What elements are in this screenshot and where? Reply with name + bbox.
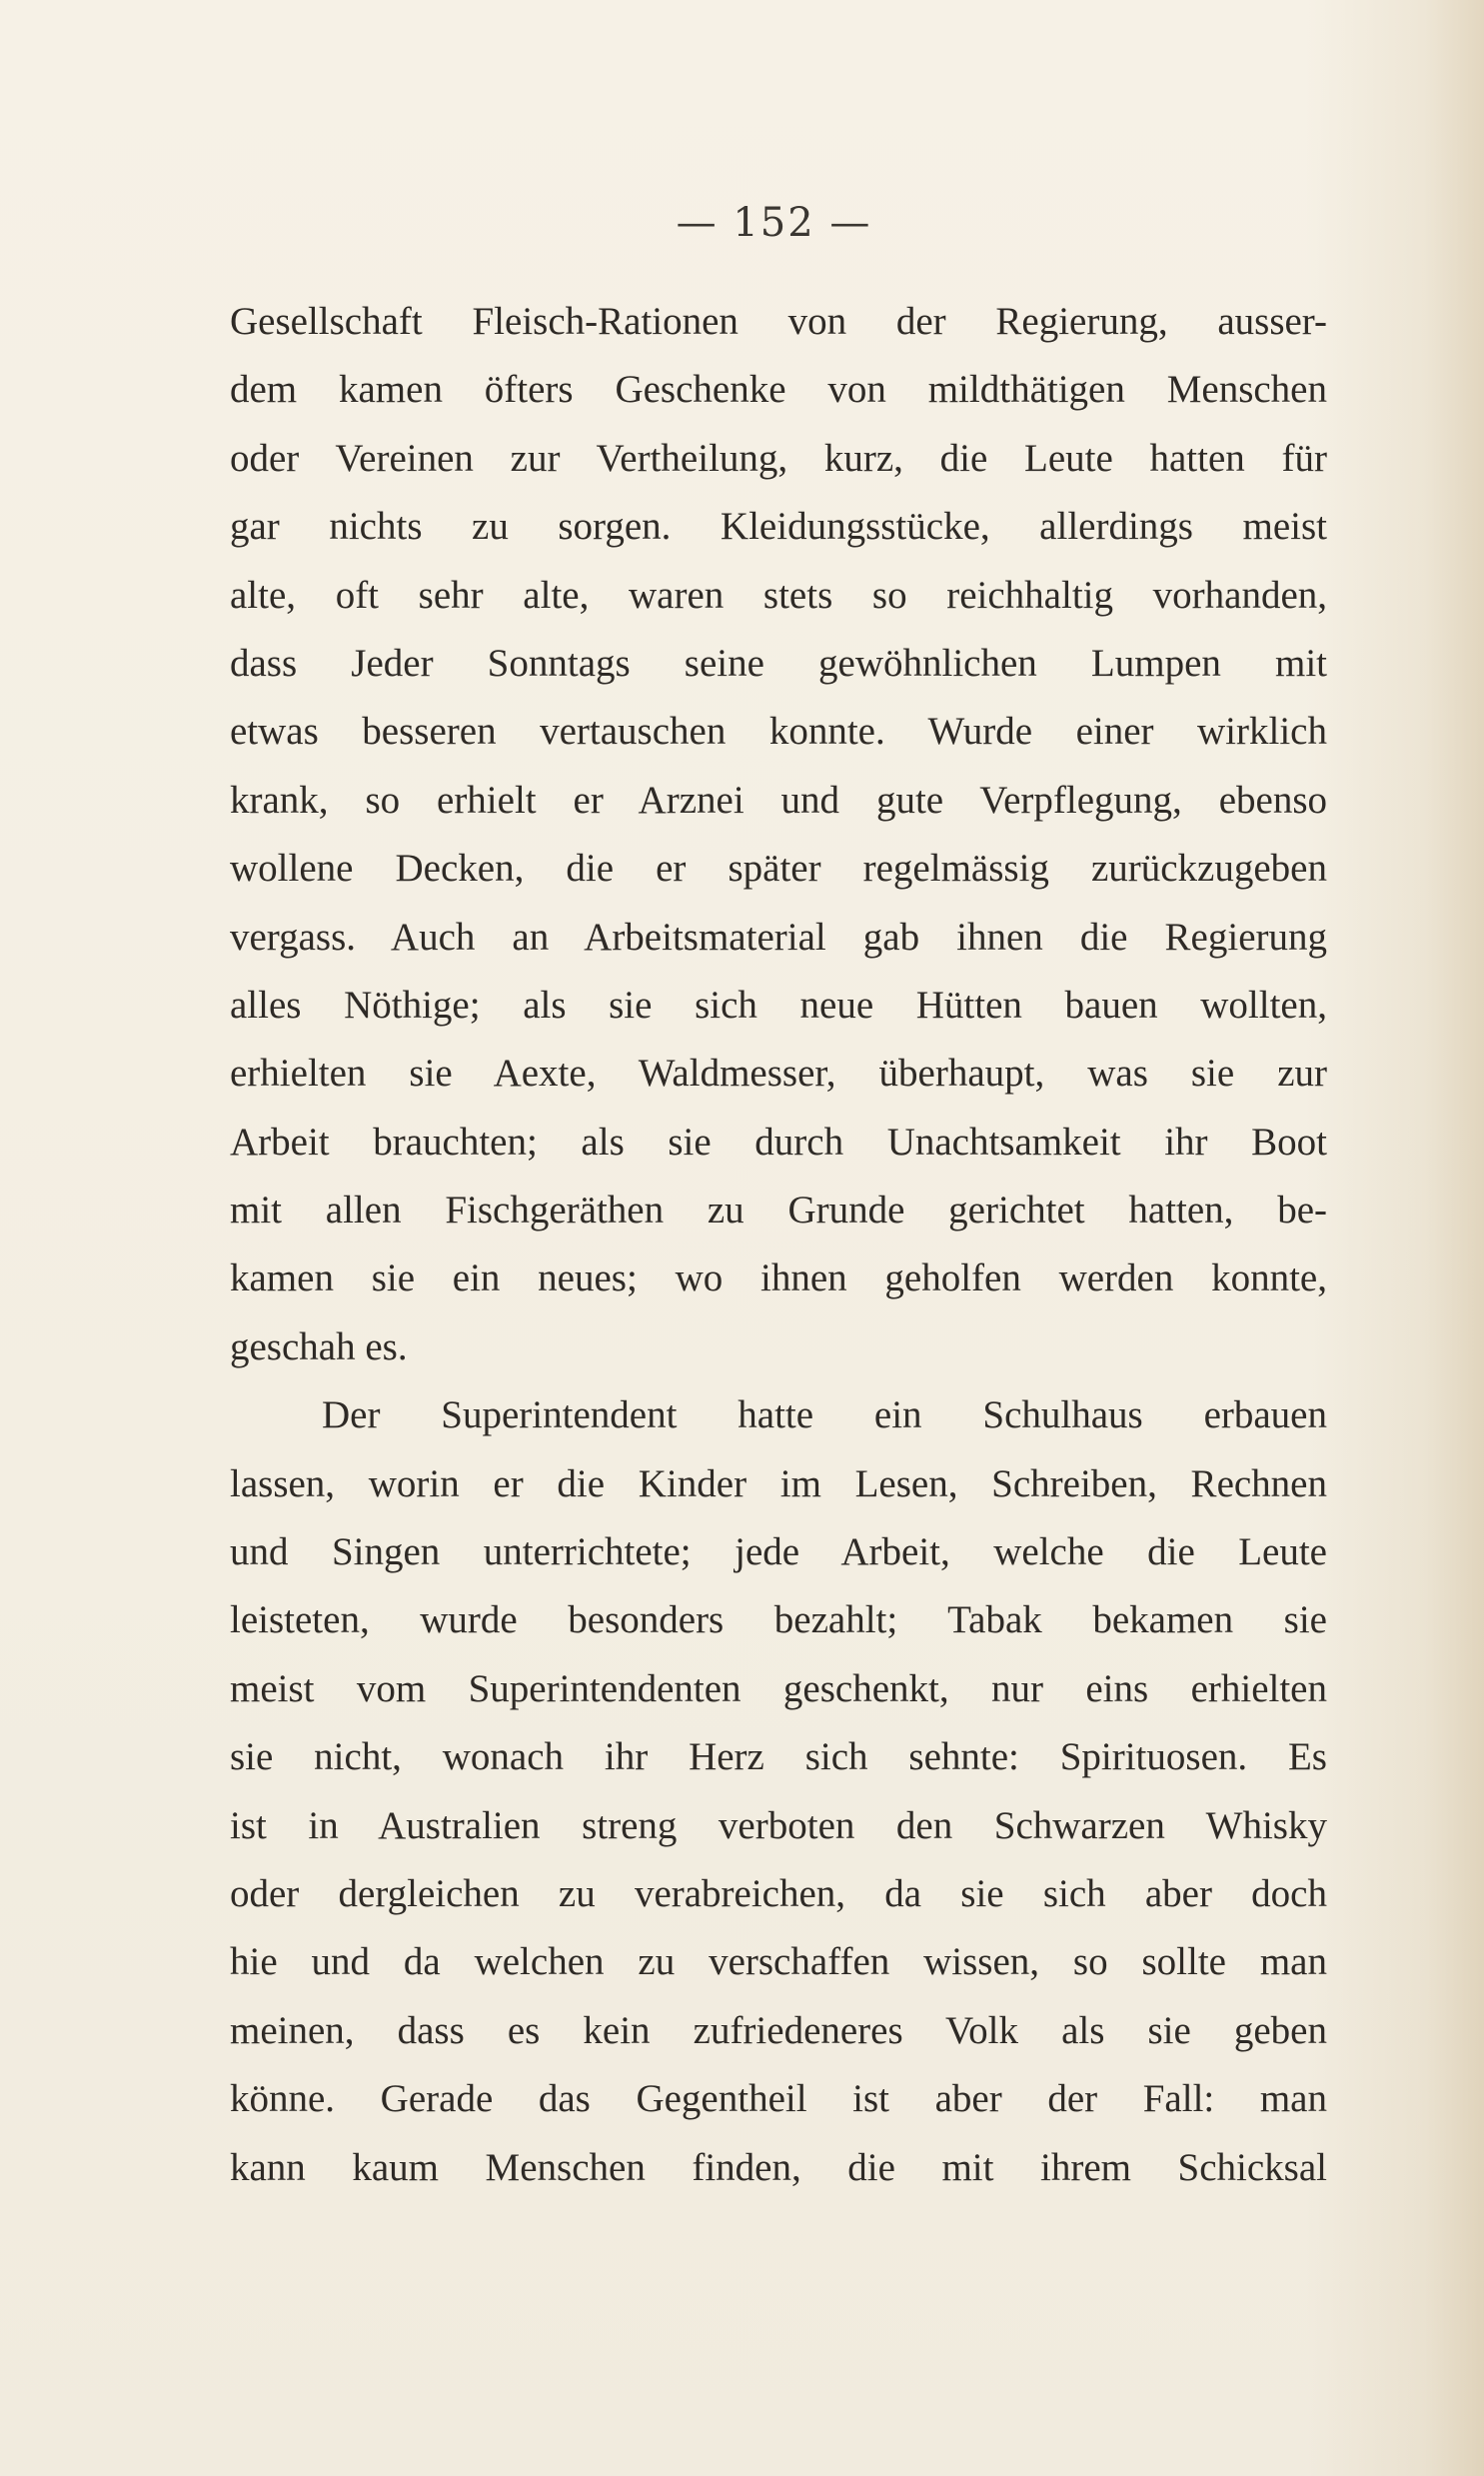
text-line: sie nicht, wonach ihr Herz sich sehnte: Spirituosen. Es (230, 1735, 1327, 1779)
text-line: erhielten sie Aexte, Waldmesser, überhaupt, was sie zur (230, 1052, 1327, 1096)
text-line: oder Vereinen zur Vertheilung, kurz, die Leute hatten für (230, 436, 1327, 480)
paragraph-start-line: Der Superintendent hatte ein Schulhaus erbauen (322, 1393, 1327, 1437)
text-line: alles Nöthige; als sie sich neue Hütten bauen wollten, (230, 983, 1327, 1027)
text-line: oder dergleichen zu verabreichen, da sie sich aber doch (230, 1871, 1327, 1915)
text-line: dass Jeder Sonntags seine gewöhnlichen Lumpen mit (230, 641, 1327, 685)
text-line: meinen, dass es kein zufriedeneres Volk als sie geben (230, 2008, 1327, 2052)
text-line: kann kaum Menschen finden, die mit ihrem Schicksal (230, 2145, 1327, 2189)
text-line: wollene Decken, die er später regelmässig zurückzugeben (230, 847, 1327, 891)
paragraph-end-line: geschah es. (230, 1324, 408, 1368)
text-line: meist vom Superintendenten geschenkt, nur eins erhielten (230, 1666, 1327, 1710)
text-line: etwas besseren vertauschen konnte. Wurde einer wirklich (230, 710, 1327, 754)
text-line: gar nichts zu sorgen. Kleidungsstücke, allerdings meist (230, 505, 1327, 549)
text-line: Arbeit brauchten; als sie durch Unachtsamkeit ihr Boot (230, 1120, 1327, 1164)
body-text (230, 288, 1327, 2202)
text-line: kamen sie ein neues; wo ihnen geholfen werden konnte, (230, 1256, 1327, 1300)
text-line: hie und da welchen zu verschaffen wissen, so sollte man (230, 1940, 1327, 1984)
text-line: dem kamen öfters Geschenke von mildthätigen Menschen (230, 368, 1327, 412)
text-line: Gesellschaft Fleisch-Rationen von der Regierung, ausser- (230, 300, 1327, 343)
text-line: mit allen Fischgeräthen zu Grunde gerichtet hatten, be- (230, 1189, 1327, 1233)
text-line: könne. Gerade das Gegentheil ist aber der Fall: man (230, 2077, 1327, 2121)
text-line: und Singen unterrichtete; jede Arbeit, welche die Leute (230, 1530, 1327, 1574)
text-line: vergass. Auch an Arbeitsmaterial gab ihnen die Regierung (230, 915, 1327, 959)
text-line: ist in Australien streng verboten den Schwarzen Whisky (230, 1803, 1327, 1847)
text-line: krank, so erhielt er Arznei und gute Verpflegung, ebenso (230, 778, 1327, 822)
page-number: — 152 — (676, 200, 872, 246)
text-line: leisteten, wurde besonders bezahlt; Tabak bekamen sie (230, 1598, 1327, 1642)
text-line: lassen, worin er die Kinder im Lesen, Schreiben, Rechnen (230, 1461, 1327, 1505)
text-line: alte, oft sehr alte, waren stets so reichhaltig vorhanden, (230, 573, 1327, 617)
